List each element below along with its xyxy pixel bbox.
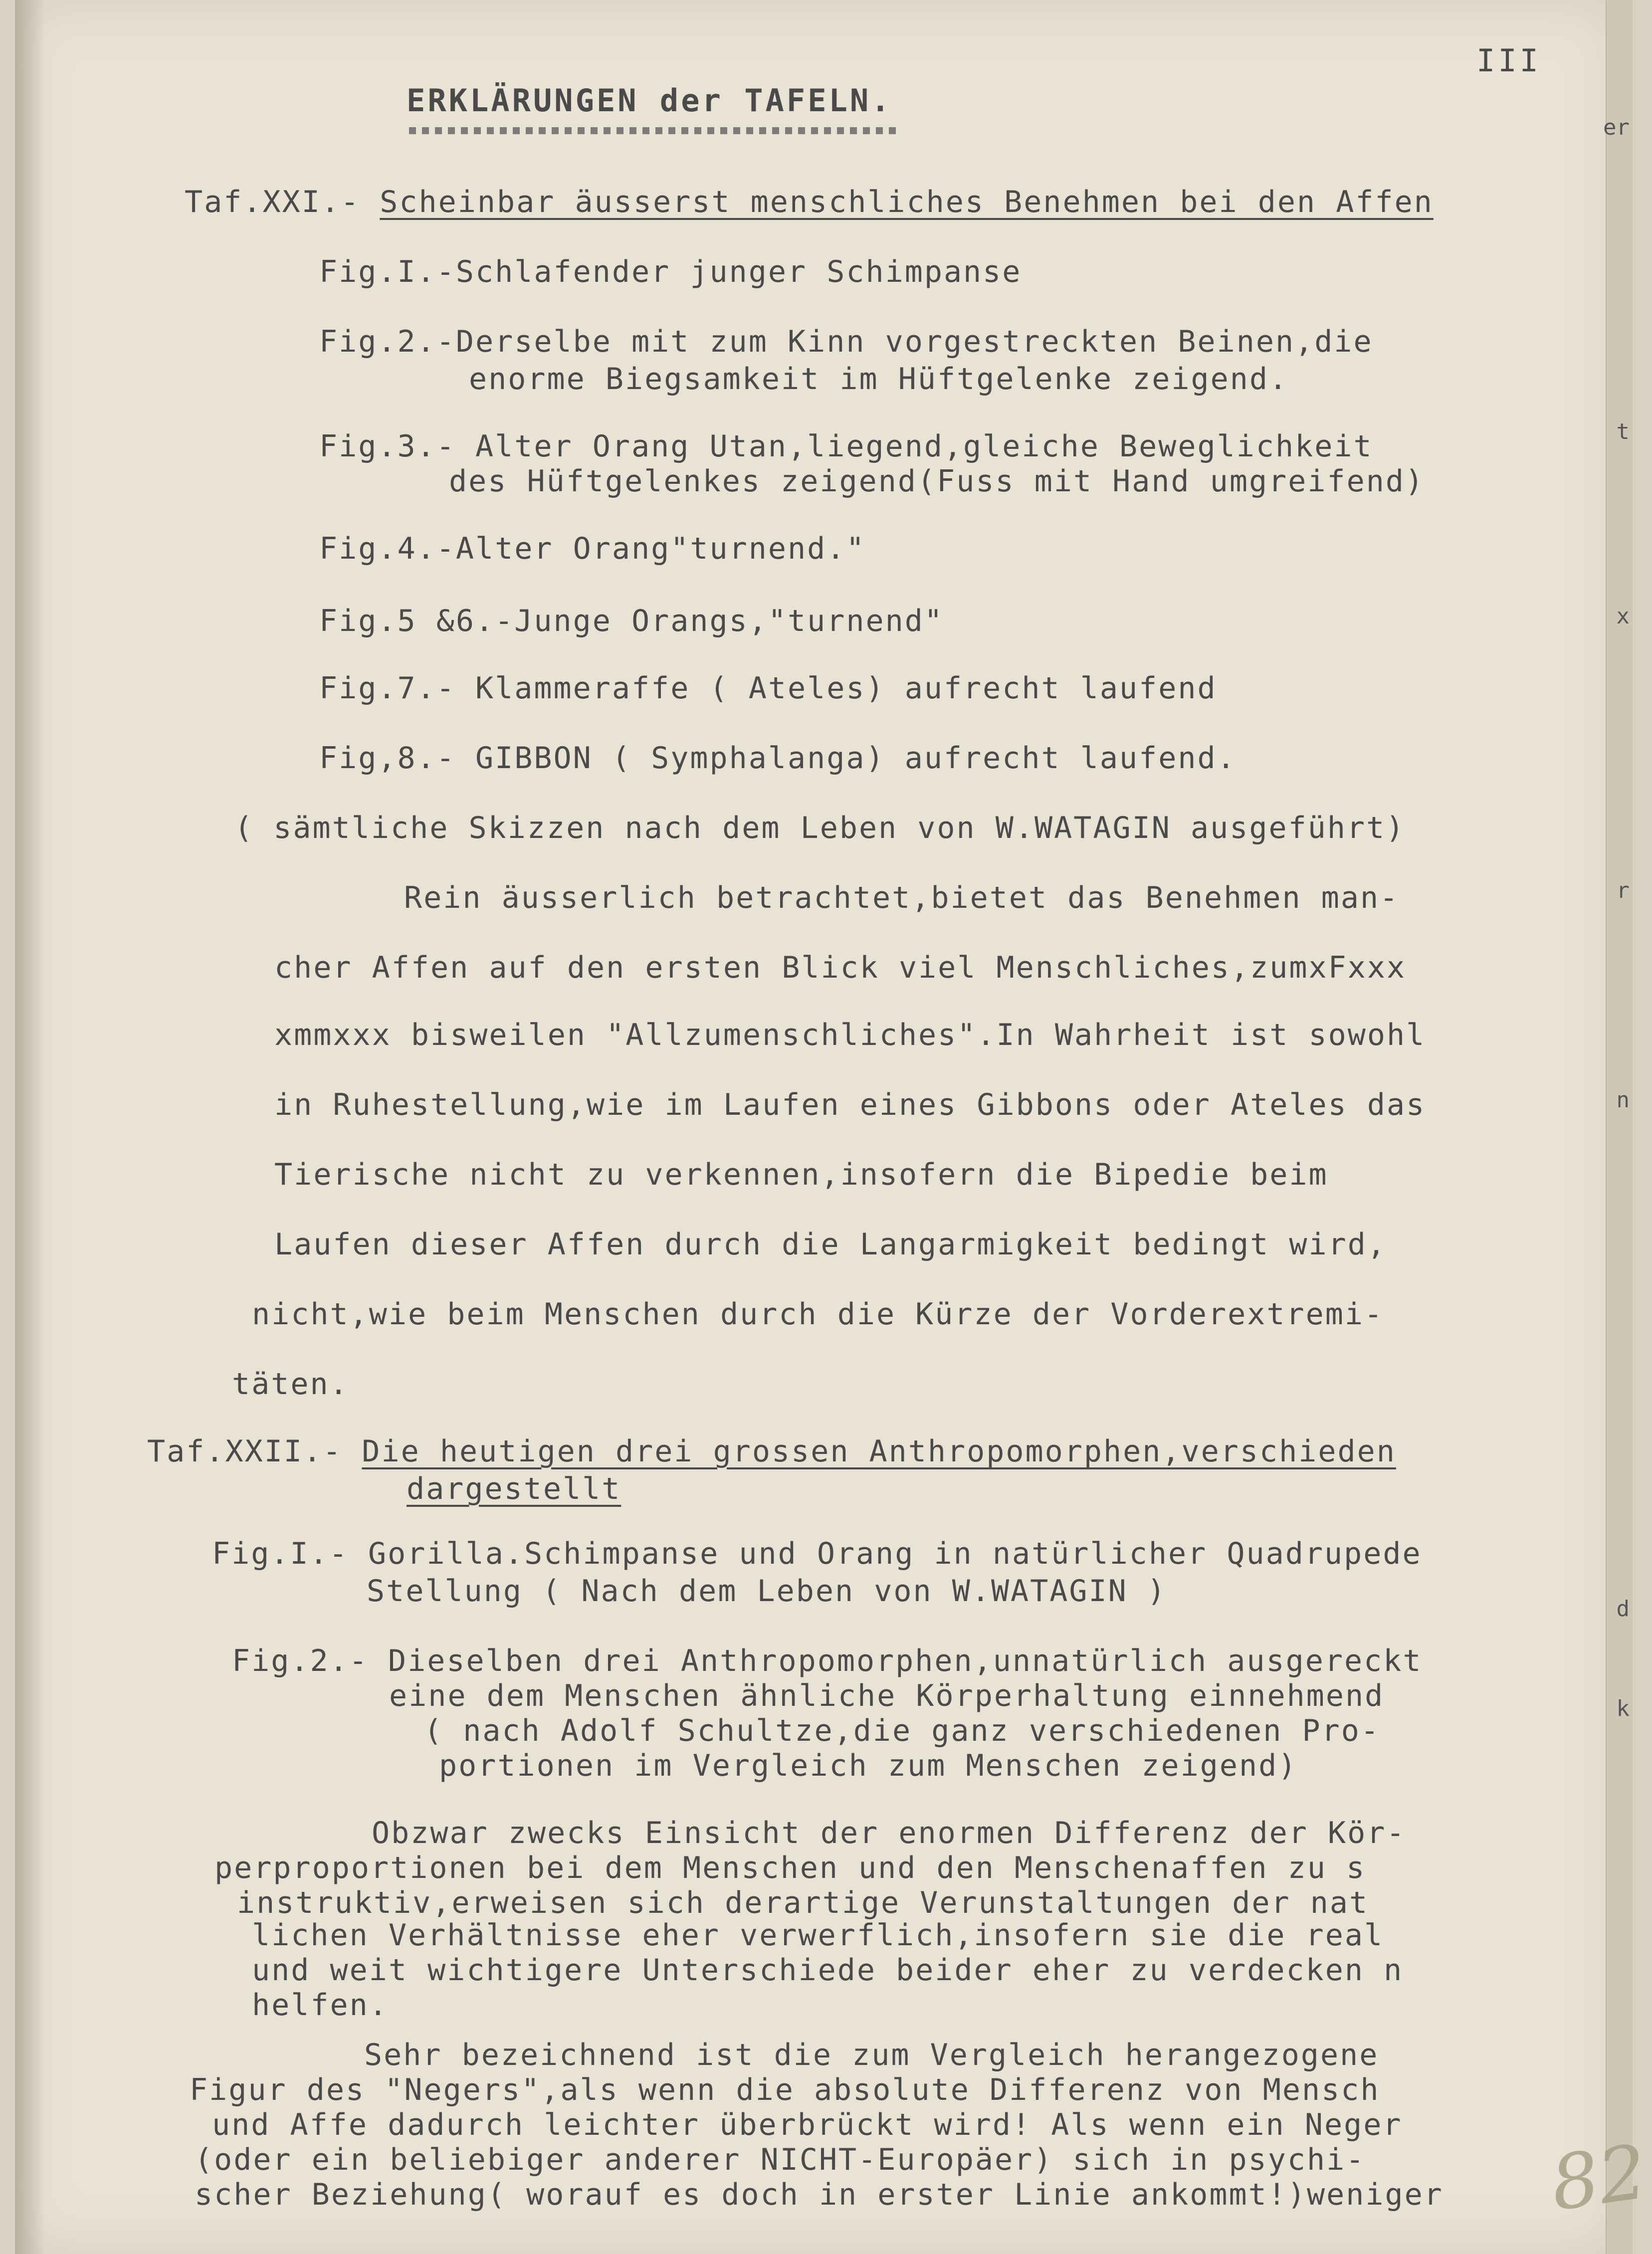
text-line <box>407 1471 621 1506</box>
page-stamp: 82 <box>1545 2128 1652 2228</box>
page-number: III <box>1476 42 1541 79</box>
margin-mark: r <box>1616 878 1630 903</box>
text-line <box>319 429 1373 464</box>
margin-mark: er <box>1603 115 1630 140</box>
line-text: Fig.4.-Alter Orang"turnend." <box>319 531 866 566</box>
line-text: scher Beziehung( worauf es doch in erster Linie ankommt!)weniger <box>195 2177 1444 2212</box>
text-line <box>274 1157 1328 1192</box>
text-line <box>212 2107 1403 2142</box>
text-line <box>195 2177 1444 2212</box>
text-line <box>274 1227 1387 1262</box>
text-line <box>274 950 1406 985</box>
text-line <box>252 1988 389 2023</box>
text-line <box>449 464 1425 499</box>
page-heading: ERKLÄRUNGEN der TAFELN. <box>407 82 892 119</box>
text-line <box>274 1018 1426 1052</box>
margin-mark: x <box>1616 604 1630 629</box>
line-text: Fig.2.- Dieselben drei Anthropomorphen,unnatürlich ausgereckt <box>232 1643 1423 1678</box>
plate-title: Die heutigen drei grossen Anthropomorphen,verschieden <box>362 1434 1396 1469</box>
text-line <box>252 1918 1384 1953</box>
text-line <box>185 185 1434 219</box>
line-text: und weit wichtigere Unterschiede beider eher zu verdecken n <box>252 1953 1404 1988</box>
text-line <box>319 254 1022 289</box>
line-text: Fig.I.- Gorilla.Schimpanse und Orang in natürlicher Quadrupede <box>212 1536 1422 1571</box>
margin-mark: t <box>1616 419 1630 444</box>
line-text: nicht,wie beim Menschen durch die Kürze der Vorderextremi- <box>252 1297 1384 1332</box>
plate-label: Taf.XXII.- <box>147 1434 362 1469</box>
line-text: Laufen dieser Affen durch die Langarmigkeit bedingt wird, <box>274 1227 1387 1262</box>
text-line <box>364 2038 1379 2072</box>
line-text: Rein äusserlich betrachtet,bietet das Benehmen man- <box>404 880 1400 915</box>
line-text: in Ruhestellung,wie im Laufen eines Gibbons oder Ateles das <box>274 1087 1426 1122</box>
line-text: enorme Biegsamkeit im Hüftgelenke zeigend. <box>469 362 1289 397</box>
line-text: des Hüftgelenkes zeigend(Fuss mit Hand umgreifend) <box>449 464 1425 499</box>
line-text: Figur des "Negers",als wenn die absolute Differenz von Mensch <box>190 2072 1380 2107</box>
text-line <box>232 1367 349 1402</box>
line-text: Fig.3.- Alter Orang Utan,liegend,gleiche Beweglichkeit <box>319 429 1373 464</box>
line-text: und Affe dadurch leichter überbrückt wird! Als wenn ein Neger <box>212 2107 1403 2142</box>
line-text: Tierische nicht zu verkennen,insofern die Bipedie beim <box>274 1157 1328 1192</box>
line-text: Fig.7.- Klammeraffe ( Ateles) aufrecht laufend <box>319 671 1217 706</box>
line-text: ( nach Adolf Schultze,die ganz verschiedenen Pro- <box>424 1713 1381 1748</box>
plate-title: dargestellt <box>407 1471 621 1506</box>
line-text: helfen. <box>252 1988 389 2023</box>
line-text: ( sämtliche Skizzen nach dem Leben von W.WATAGIN ausgeführt) <box>234 811 1406 845</box>
text-line <box>232 1643 1423 1678</box>
text-line <box>274 1087 1426 1122</box>
plate-label: Taf.XXI.- <box>185 185 380 219</box>
text-line <box>469 362 1288 397</box>
margin-mark: d <box>1616 1596 1630 1622</box>
text-line <box>190 2072 1380 2107</box>
text-line <box>195 2142 1365 2177</box>
line-text: Obzwar zwecks Einsicht der enormen Differenz der Kör- <box>372 1816 1406 1850</box>
text-line <box>319 604 944 638</box>
line-text: Fig,8.- GIBBON ( Symphalanga) aufrecht laufend. <box>319 741 1237 776</box>
text-line <box>424 1713 1380 1748</box>
line-text: xmmxxx bisweilen "Allzumenschliches".In Wahrheit ist sowohl <box>274 1018 1426 1052</box>
line-text: Fig.5 &6.-Junge Orangs,"turnend" <box>319 604 944 638</box>
text-line <box>319 324 1373 359</box>
line-text: portionen im Vergleich zum Menschen zeigend) <box>439 1748 1298 1783</box>
line-text: täten. <box>232 1367 349 1402</box>
text-line <box>237 1885 1369 1920</box>
text-line <box>404 880 1399 915</box>
line-text: instruktiv,erweisen sich derartige Verunstaltungen der nat <box>237 1885 1369 1920</box>
text-line <box>439 1748 1297 1783</box>
page-edge-shadow <box>15 0 45 2254</box>
text-line <box>389 1678 1384 1713</box>
text-line <box>372 1816 1406 1850</box>
line-text: (oder ein beliebiger anderer NICHT-Europäer) sich in psychi- <box>195 2142 1366 2177</box>
margin-mark: k <box>1616 1696 1630 1721</box>
text-line <box>367 1574 1167 1609</box>
plate-title: Scheinbar äusserst menschliches Benehmen bei den Affen <box>380 185 1434 219</box>
line-text: eine dem Menschen ähnliche Körperhaltung einnehmend <box>389 1678 1385 1713</box>
text-line <box>252 1953 1403 1988</box>
line-text: Sehr bezeichnend ist die zum Vergleich herangezogene <box>364 2038 1379 2072</box>
heading-underline <box>409 127 898 134</box>
text-line <box>212 1536 1422 1571</box>
line-text: Fig.I.-Schlafender junger Schimpanse <box>319 254 1022 289</box>
text-line <box>319 741 1237 776</box>
text-line <box>319 671 1217 706</box>
adjacent-page-strip <box>1606 0 1633 2254</box>
text-line <box>252 1297 1384 1332</box>
margin-mark: n <box>1616 1087 1630 1113</box>
text-line <box>319 531 865 566</box>
line-text: Stellung ( Nach dem Leben von W.WATAGIN ) <box>367 1574 1167 1609</box>
text-line <box>214 1850 1366 1885</box>
text-line <box>234 811 1405 845</box>
line-text: cher Affen auf den ersten Blick viel Menschliches,zumxFxxx <box>274 950 1407 985</box>
text-line <box>147 1434 1396 1469</box>
line-text: perproportionen bei dem Menschen und den Menschenaffen zu s <box>214 1850 1366 1885</box>
line-text: lichen Verhältnisse eher verwerflich,insofern sie die real <box>252 1918 1384 1953</box>
line-text: Fig.2.-Derselbe mit zum Kinn vorgestreckten Beinen,die <box>319 324 1373 359</box>
